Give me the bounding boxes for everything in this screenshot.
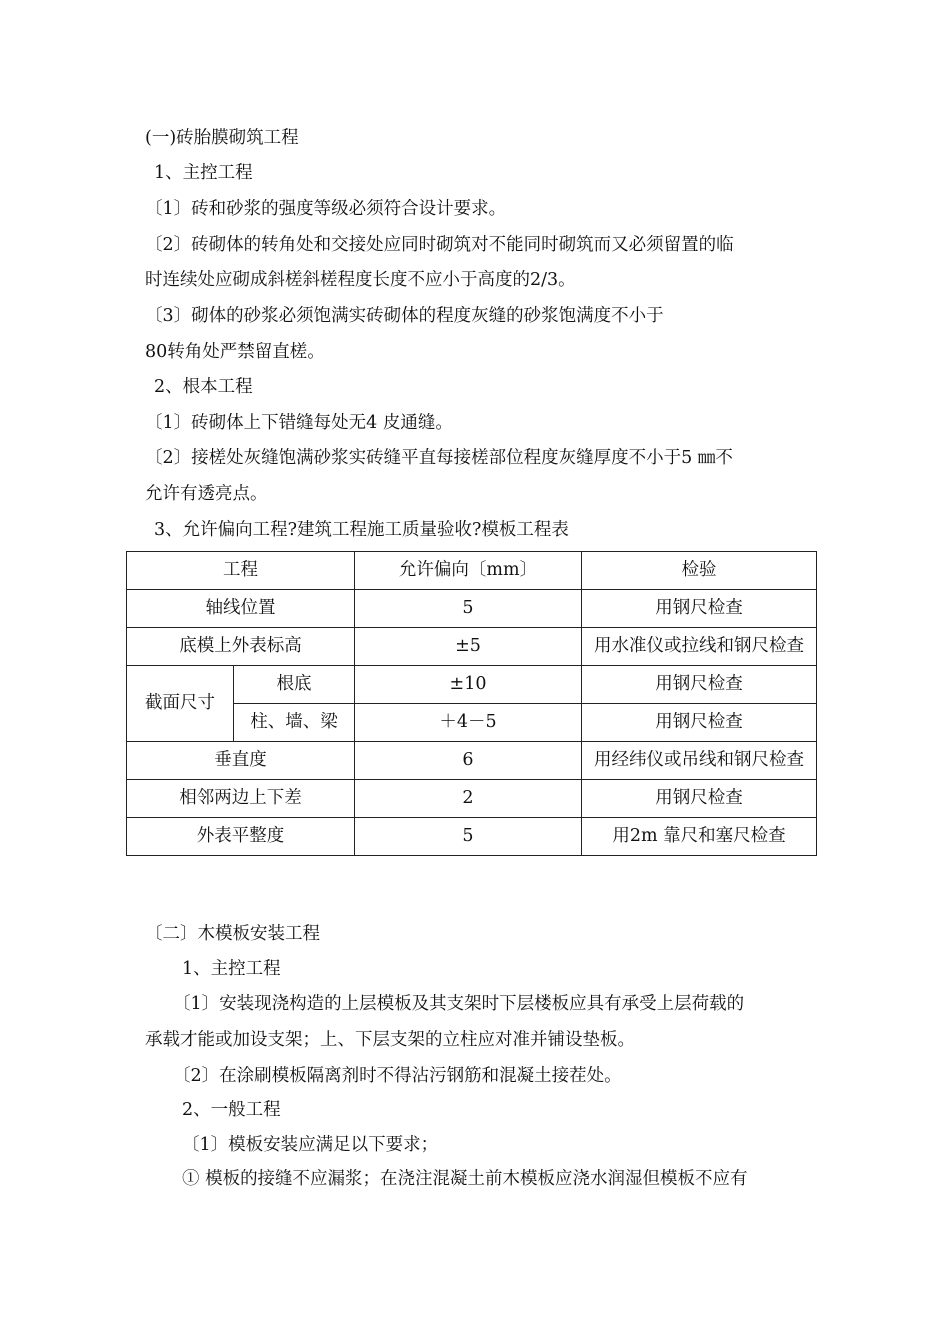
general-heading: 2、根本工程: [154, 377, 253, 397]
paragraph: 〔1〕安装现浇构造的上层模板及其支架时下层楼板应具有承受上层荷载的: [173, 994, 745, 1014]
cell-method: 用经纬仪或吊线和钢尺检查: [582, 742, 817, 780]
cell-subitem: 根底: [234, 666, 355, 704]
paragraph: 〔1〕模板安装应满足以下要求；: [182, 1135, 439, 1155]
cell-method: 用钢尺检查: [582, 666, 817, 704]
cell-subitem: 柱、墙、梁: [234, 704, 355, 742]
cell-tolerance: 6: [355, 742, 582, 780]
table-row: [127, 666, 817, 704]
paragraph: 〔2〕在涂刷模板隔离剂时不得沾污钢筋和混凝土接茬处。: [173, 1066, 622, 1086]
header-item: 工程: [127, 552, 355, 590]
cell-tolerance: ＋4－5: [355, 704, 582, 742]
cell-method: 用钢尺检查: [582, 590, 817, 628]
paragraph: 允许有透亮点。: [145, 484, 268, 504]
paragraph: 〔1〕砖和砂浆的强度等级必须符合设计要求。: [145, 199, 507, 219]
cell-section-size: 截面尺寸: [127, 666, 234, 742]
cell-tolerance: 2: [355, 780, 582, 818]
table-row: [127, 818, 817, 856]
table-row: [127, 742, 817, 780]
paragraph: 承载才能或加设支架；上、下层支架的立柱应对准并铺设垫板。: [145, 1030, 635, 1050]
header-tolerance: 允许偏向〔mm〕: [355, 552, 582, 590]
cell-item: 外表平整度: [127, 818, 355, 856]
tolerance-table: [126, 551, 817, 856]
section-1-title: (一)砖胎膜砌筑工程: [145, 128, 299, 148]
main-control-heading: 1、主控工程: [182, 959, 281, 979]
cell-tolerance: ±10: [355, 666, 582, 704]
table-row: [127, 780, 817, 818]
paragraph: 〔2〕砖砌体的转角处和交接处应同时砌筑对不能同时砌筑而又必须留置的临: [145, 235, 734, 255]
table-row: [127, 628, 817, 666]
list-item: ① 模板的接缝不应漏浆；在浇注混凝土前木模板应浇水润湿但模板不应有: [182, 1169, 748, 1189]
paragraph: 〔1〕砖砌体上下错缝每处无4 皮通缝。: [145, 413, 453, 433]
cell-item: 底模上外表标高: [127, 628, 355, 666]
cell-method: 用钢尺检查: [582, 780, 817, 818]
main-control-heading: 1、主控工程: [154, 163, 253, 183]
header-method: 检验: [582, 552, 817, 590]
cell-method: 用水准仪或拉线和钢尺检查: [582, 628, 817, 666]
cell-item: 相邻两边上下差: [127, 780, 355, 818]
cell-method: 用钢尺检查: [582, 704, 817, 742]
cell-item: 垂直度: [127, 742, 355, 780]
table-caption: 3、允许偏向工程?建筑工程施工质量验收?模板工程表: [154, 520, 569, 540]
paragraph: 〔3〕砌体的砂浆必须饱满实砖砌体的程度灰缝的砂浆饱满度不小于: [145, 306, 664, 326]
cell-item: 轴线位置: [127, 590, 355, 628]
cell-tolerance: 5: [355, 590, 582, 628]
paragraph: 80转角处严禁留直槎。: [145, 342, 325, 362]
cell-method: 用2m 靠尺和塞尺检查: [582, 818, 817, 856]
table-row: [127, 590, 817, 628]
paragraph: 时连续处应砌成斜槎斜槎程度长度不应小于高度的2/3。: [145, 270, 576, 290]
paragraph: 〔2〕接槎处灰缝饱满砂浆实砖缝平直每接槎部位程度灰缝厚度不小于5 ㎜不: [145, 448, 733, 468]
section-2-title: 〔二〕木模板安装工程: [145, 924, 320, 944]
table-header-row: [127, 552, 817, 590]
general-heading: 2、一般工程: [182, 1100, 281, 1120]
cell-tolerance: ±5: [355, 628, 582, 666]
cell-tolerance: 5: [355, 818, 582, 856]
